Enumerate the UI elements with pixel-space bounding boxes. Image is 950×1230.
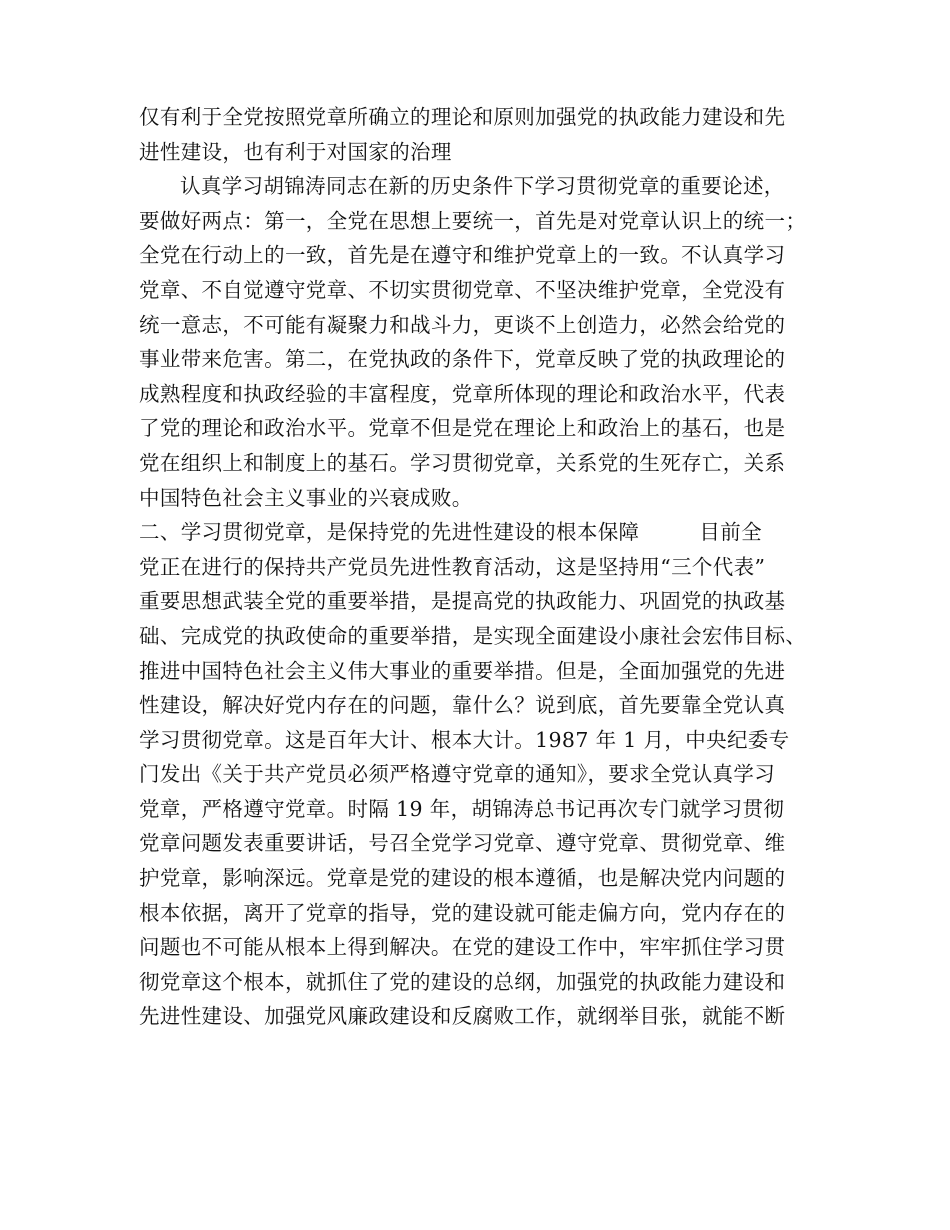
text-line: 门发出《关于共产党员必须严格遵守党章的通知》，要求全党认真学习 [139, 762, 776, 787]
text-line: 中国特色社会主义事业的兴衰成败。 [139, 485, 473, 510]
text-line: 础、完成党的执政使命的重要举措，是实现全面建设小康社会宏伟目标、 [139, 623, 807, 648]
text-line: 性建设，解决好党内存在的问题，靠什么？说到底，首先要靠全党认真 [139, 693, 786, 718]
text-line: 要做好两点：第一，全党在思想上要统一，首先是对党章认识上的统一； [139, 208, 807, 233]
text-line: 事业带来危害。第二，在党执政的条件下，党章反映了党的执政理论的 [139, 347, 786, 372]
text-line: 党正在进行的保持共产党员先进性教育活动，这是坚持用“三个代表” [139, 554, 766, 579]
text-line: 护党章，影响深远。党章是党的建设的根本遵循，也是解决党内问题的 [139, 866, 786, 891]
text-line: 进性建设，也有利于对国家的治理 [139, 139, 452, 164]
text-line: 党章、不自觉遵守党章、不切实贯彻党章、不坚决维护党章，全党没有 [139, 277, 786, 302]
text-line: 先进性建设、加强党风廉政建设和反腐败工作，就纲举目张，就能不断 [139, 1004, 786, 1029]
text-line: 统一意志，不可能有凝聚力和战斗力，更谈不上创造力，必然会给党的 [139, 312, 786, 337]
section-heading-line [139, 515, 829, 550]
text-line: 重要思想武装全党的重要举措，是提高党的执政能力、巩固党的执政基 [139, 589, 786, 614]
section-heading: 二、学习贯彻党章，是保持党的先进性建设的根本保障 [139, 520, 640, 545]
text-line: 彻党章这个根本，就抓住了党的建设的总纲，加强党的执政能力建设和 [139, 969, 786, 994]
text-line: 了党的理论和政治水平。党章不但是党在理论上和政治上的基石，也是 [139, 416, 786, 441]
document-body [139, 100, 829, 1034]
text-line: 推进中国特色社会主义伟大事业的重要举措。但是，全面加强党的先进 [139, 658, 786, 683]
text-line: 问题也不可能从根本上得到解决。在党的建设工作中，牢牢抓住学习贯 [139, 935, 786, 960]
text-line: 全党在行动上的一致，首先是在遵守和维护党章上的一致。不认真学习 [139, 243, 786, 268]
text-line: 党章，严格遵守党章。时隔 19 年，胡锦涛总书记再次专门就学习贯彻 [139, 796, 785, 821]
paragraph-first-line: 认真学习胡锦涛同志在新的历史条件下学习贯彻党章的重要论述， [180, 174, 785, 199]
text-line: 成熟程度和执政经验的丰富程度，党章所体现的理论和政治水平，代表 [139, 381, 786, 406]
text-line: 党章问题发表重要讲话，号召全党学习党章、遵守党章、贯彻党章、维 [139, 831, 786, 856]
text-line: 学习贯彻党章。这是百年大计、根本大计。1987 年 1 月，中央纪委专 [139, 727, 790, 752]
heading-continuation: 目前全 [699, 520, 762, 545]
text-line: 仅有利于全党按照党章所确立的理论和原则加强党的执政能力建设和先 [139, 105, 786, 129]
text-line: 根本依据，离开了党章的指导，党的建设就可能走偏方向，党内存在的 [139, 900, 786, 925]
text-line: 党在组织上和制度上的基石。学习贯彻党章，关系党的生死存亡，关系 [139, 450, 786, 475]
